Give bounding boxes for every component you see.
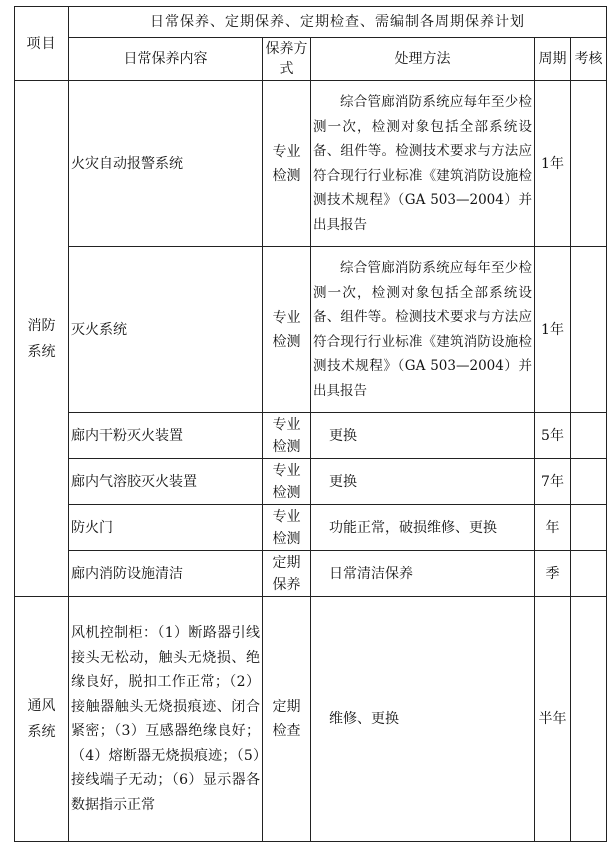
table-row [15, 413, 607, 459]
row-content: 灭火系统 [69, 247, 263, 413]
row-check [571, 551, 607, 597]
row-method: 定期检查 [263, 597, 311, 842]
row-method: 专业检测 [263, 413, 311, 459]
header-method: 保养方式 [263, 38, 311, 81]
table-row [15, 597, 607, 842]
row-cycle: 年 [535, 505, 571, 551]
row-method: 专业检测 [263, 459, 311, 505]
row-method: 定期保养 [263, 551, 311, 597]
row-cycle: 1年 [535, 81, 571, 247]
row-check [571, 247, 607, 413]
row-check [571, 597, 607, 842]
row-treatment: 维修、更换 [311, 597, 535, 842]
row-cycle: 5年 [535, 413, 571, 459]
maintenance-plan-table [14, 6, 607, 842]
group-name-fire: 消防系统 [15, 81, 69, 597]
row-check [571, 413, 607, 459]
row-cycle: 半年 [535, 597, 571, 842]
table-row [15, 505, 607, 551]
header-title: 日常保养、定期保养、定期检查、需编制各周期保养计划 [69, 7, 607, 38]
row-content: 防火门 [69, 505, 263, 551]
header-project: 项目 [15, 7, 69, 81]
row-cycle: 1年 [535, 247, 571, 413]
row-content: 廊内消防设施清洁 [69, 551, 263, 597]
header-check: 考核 [571, 38, 607, 81]
row-treatment: 更换 [311, 459, 535, 505]
row-check [571, 81, 607, 247]
table-row [15, 247, 607, 413]
row-treatment: 日常清洁保养 [311, 551, 535, 597]
group-name-ventilation: 通风系统 [15, 597, 69, 842]
row-method: 专业检测 [263, 247, 311, 413]
header-treatment: 处理方法 [311, 38, 535, 81]
table-row [15, 551, 607, 597]
row-treatment: 功能正常，破损维修、更换 [311, 505, 535, 551]
row-content: 廊内气溶胶灭火装置 [69, 459, 263, 505]
row-treatment: 综合管廊消防系统应每年至少检测一次，检测对象包括全部系统设备、组件等。检测技术要求与方法应符合现行行业标准《建筑消防设施检测技术规程》（GA 503—2004）并出具报告 [311, 81, 535, 247]
row-treatment: 综合管廊消防系统应每年至少检测一次，检测对象包括全部系统设备、组件等。检测技术要求与方法应符合现行行业标准《建筑消防设施检测技术规程》（GA 503—2004）并出具报告 [311, 247, 535, 413]
row-method: 专业检测 [263, 81, 311, 247]
row-cycle: 季 [535, 551, 571, 597]
row-check [571, 505, 607, 551]
table-row [15, 81, 607, 247]
row-content: 火灾自动报警系统 [69, 81, 263, 247]
table-row [15, 459, 607, 505]
row-cycle: 7年 [535, 459, 571, 505]
header-cycle: 周期 [535, 38, 571, 81]
row-check [571, 459, 607, 505]
row-content: 风机控制柜：（1）断路器引线接头无松动，触头无烧损、绝缘良好，脱扣工作正常；（2）接触器触头无烧损痕迹、闭合紧密；（3）互感器绝缘良好；（4）熔断器无烧损痕迹；（5）接线端子无动；（6）显示器各数据指示正常 [69, 597, 263, 842]
row-method: 专业检测 [263, 505, 311, 551]
row-content: 廊内干粉灭火装置 [69, 413, 263, 459]
row-treatment: 更换 [311, 413, 535, 459]
header-content: 日常保养内容 [69, 38, 263, 81]
